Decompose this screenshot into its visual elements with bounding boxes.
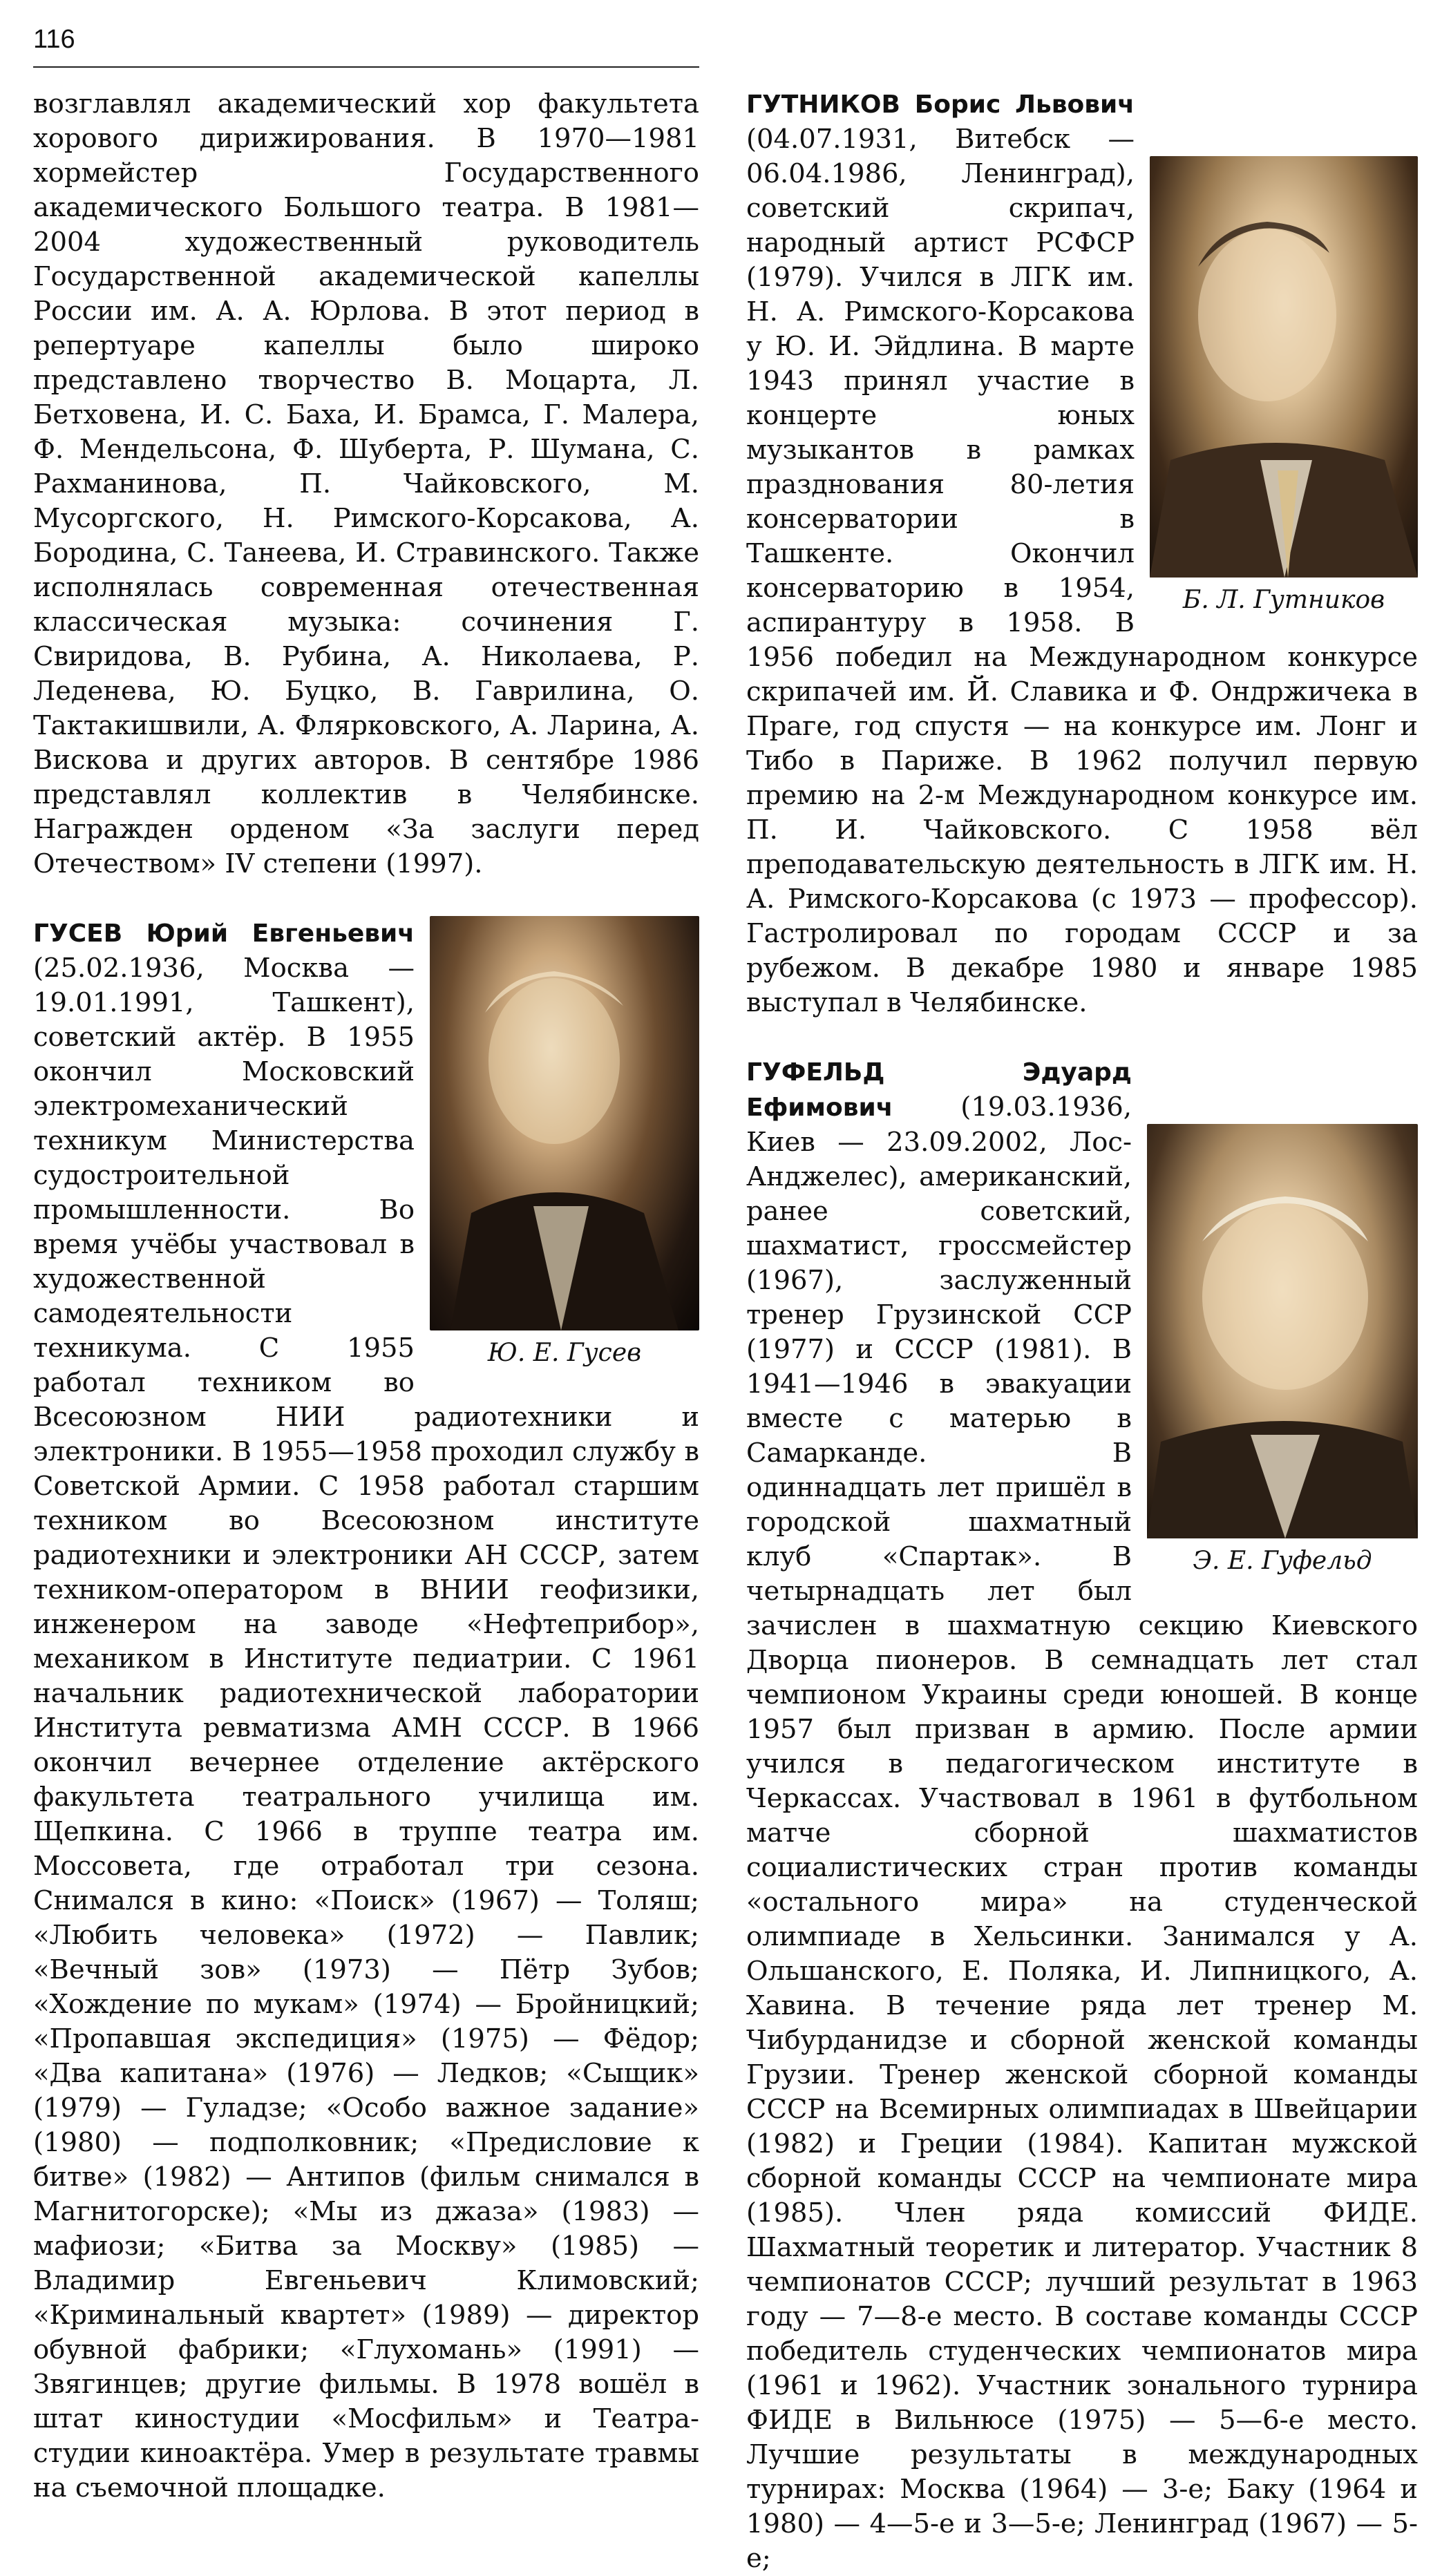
gutnikov-caption: Б. Л. Гутников [1182, 586, 1385, 614]
left-column [33, 87, 699, 2503]
gusev-figure [430, 916, 699, 1371]
gufeld-name: ГУФЕЛЬД Эдуард Ефимович [746, 1058, 1132, 1122]
gufeld-figure [1147, 1124, 1418, 1578]
gutnikov-photo [1150, 156, 1418, 578]
gufeld-caption: Э. Е. Гуфельд [1193, 1547, 1372, 1575]
gusev-name: ГУСЕВ Юрий Евгеньевич [33, 919, 415, 948]
right-column [746, 87, 1418, 2574]
gutnikov-name: ГУТНИКОВ Борис Львович [746, 90, 1135, 119]
header-rule [33, 66, 699, 68]
gufeld-photo [1147, 1124, 1418, 1538]
gusev-caption: Ю. Е. Гусев [487, 1339, 642, 1367]
gusev-photo [430, 916, 699, 1330]
gutnikov-text: (04.07.1931, Витебск — 06.04.1986, Ленинград), советский скрипач, народный артист РСФСР (1979). Учился в ЛГК им. Н. А. Римского-Корсакова у Ю. И. Эйдлина. В марте 1943 принял участие в концерте юных музыкантов в рамках празднования 80-летия консерватории в Ташкенте. Окончил консерваторию в 1954, аспирантуру в 1958. В 1956 победил на Международном конкурсе скрипачей им. Й. Славика и Ф. Ондржичека в Праге, год спустя — на конкурсе им. Лонг и Тибо в Париже. В 1962 получил первую премию на 2-м Международном конкурсе им. П. И. Чайковского. С 1958 вёл преподавательскую деятельность в ЛГК им. Н. А. Римского-Корсакова (с 1973 — профессор). Гастролировал по городам СССР и за рубежом. В декабре 1980 и январе 1985 выступал в Челябинске. [746, 124, 1418, 1018]
gufeld-text: (19.03.1936, Киев — 23.09.2002, Лос-Анджелес), американский, ранее советский, шахматист, гроссмейстер (1967), заслуженный тренер Грузинской ССР (1977) и СССР (1981). В 1941—1946 в эвакуации вместе с матерью в Самарканде. В одиннадцать лет пришёл в городской шахматный клуб «Спартак». В четырнадцать лет был зачислен в шахматную секцию Киевского Дворца пионеров. В семнадцать лет стал чемпионом Украины среди юношей. В конце 1957 был призван в армию. После армии учился в педагогическом институте в Черкассах. Участвовал в 1961 в футбольном матче сборной шахматистов социалистических стран против команды «остального мира» на студенческой олимпиаде в Хельсинки. Занимался у А. Ольшанского, Е. Поляка, И. Липницкого, А. Хавина. В течение ряда лет тренер М. Чибурданидзе и сборной женской команды Грузии. Тренер женской сборной команды СССР на Всемирных олимпиадах в Швейцарии (1982) и Греции (1984). Капитан мужской сборной команды СССР на чемпионате мира (1985). Член ряда комиссий ФИДЕ. Шахматный теоретик и литератор. Участник 8 чемпионатов СССР; лучший результат в 1963 году — 7—8-е место. В составе команды СССР победитель студенческих чемпионатов мира (1961 и 1962). Участник зонального турнира ФИДЕ в Вильнюсе (1975) — 5—6-е место. Лучшие результаты в международных турнирах: Москва (1964) — 3-е; Баку (1964 и 1980) — 4—5-е и 3—5-е; Ленинград (1967) — 5-е; [746, 1091, 1418, 2574]
continuation-paragraph: возглавлял академический хор факультета хорового дирижирования. В 1970—1981 хормейстер Государственного академического Большого театра. В 1981—2004 художественный руководитель Государственной академической капеллы России им. А. А. Юрлова. В этот период в репертуаре капеллы было широко представлено творчество В. Моцарта, Л. Бетховена, И. С. Баха, И. Брамса, Г. Малера, Ф. Мендельсона, Ф. Шуберта, Р. Шумана, С. Рахманинова, П. Чайковского, М. Мусоргского, Н. Римского-Корсакова, А. Бородина, С. Танеева, И. Стравинского. Также исполнялась современная отечественная классическая музыка: сочинения Г. Свиридова, В. Рубина, А. Николаева, Р. Леденева, Ю. Буцко, В. Гаврилина, О. Тактакишвили, А. Флярковского, А. Ларина, А. Вискова и других авторов. В сентябре 1986 представлял коллектив в Челябинске. Награжден орденом «За заслуги перед Отечеством» IV степени (1997). [33, 88, 699, 879]
gusev-text: (25.02.1936, Москва — 19.01.1991, Ташкент), советский актёр. В 1955 окончил Московский электромеханический техникум Министерства судостроительной промышленности. Во время учёбы участвовал в художественной самодеятельности техникума. С 1955 работал техником во Всесоюзном НИИ радиотехники и электроники. В 1955—1958 проходил службу в Советской Армии. С 1958 работал старшим техником во Всесоюзном институте радиотехники и электроники АН СССР, затем техником-оператором в ВНИИ геофизики, инженером на заводе «Нефтеприбор», механиком в Институте педиатрии. С 1961 начальник радиотехнической лаборатории Института ревматизма АМН СССР. В 1966 окончил вечернее отделение актёрского факультета театрального училища им. Щепкина. С 1966 в труппе театра им. Моссовета, где отработал три сезона. Снимался в кино: «Поиск» (1967) — Толяш; «Любить человека» (1972) — Павлик; «Вечный зов» (1973) — Пётр Зубов; «Хождение по мукам» (1974) — Бройницкий; «Пропавшая экспедиция» (1975) — Фёдор; «Два капитана» (1976) — Ледков; «Сыщик» (1979) — Гуладзе; «Особо важное задание» (1980) — подполковник; «Предисловие к битве» (1982) — Антипов (фильм снимался в Магнитогорске); «Мы из джаза» (1983) — мафиози; «Битва за Москву» (1985) — Владимир Евгеньевич Климовский; «Криминальный квартет» (1989) — директор обувной фабрики; «Глухомань» (1991) — Звягинцев; другие фильмы. В 1978 вошёл в штат киностудии «Мосфильм» и Театра-студии киноактёра. Умер в результате травмы на съемочной площадке. [33, 953, 699, 2503]
page-number: 116 [33, 25, 75, 54]
gutnikov-figure [1150, 156, 1418, 618]
